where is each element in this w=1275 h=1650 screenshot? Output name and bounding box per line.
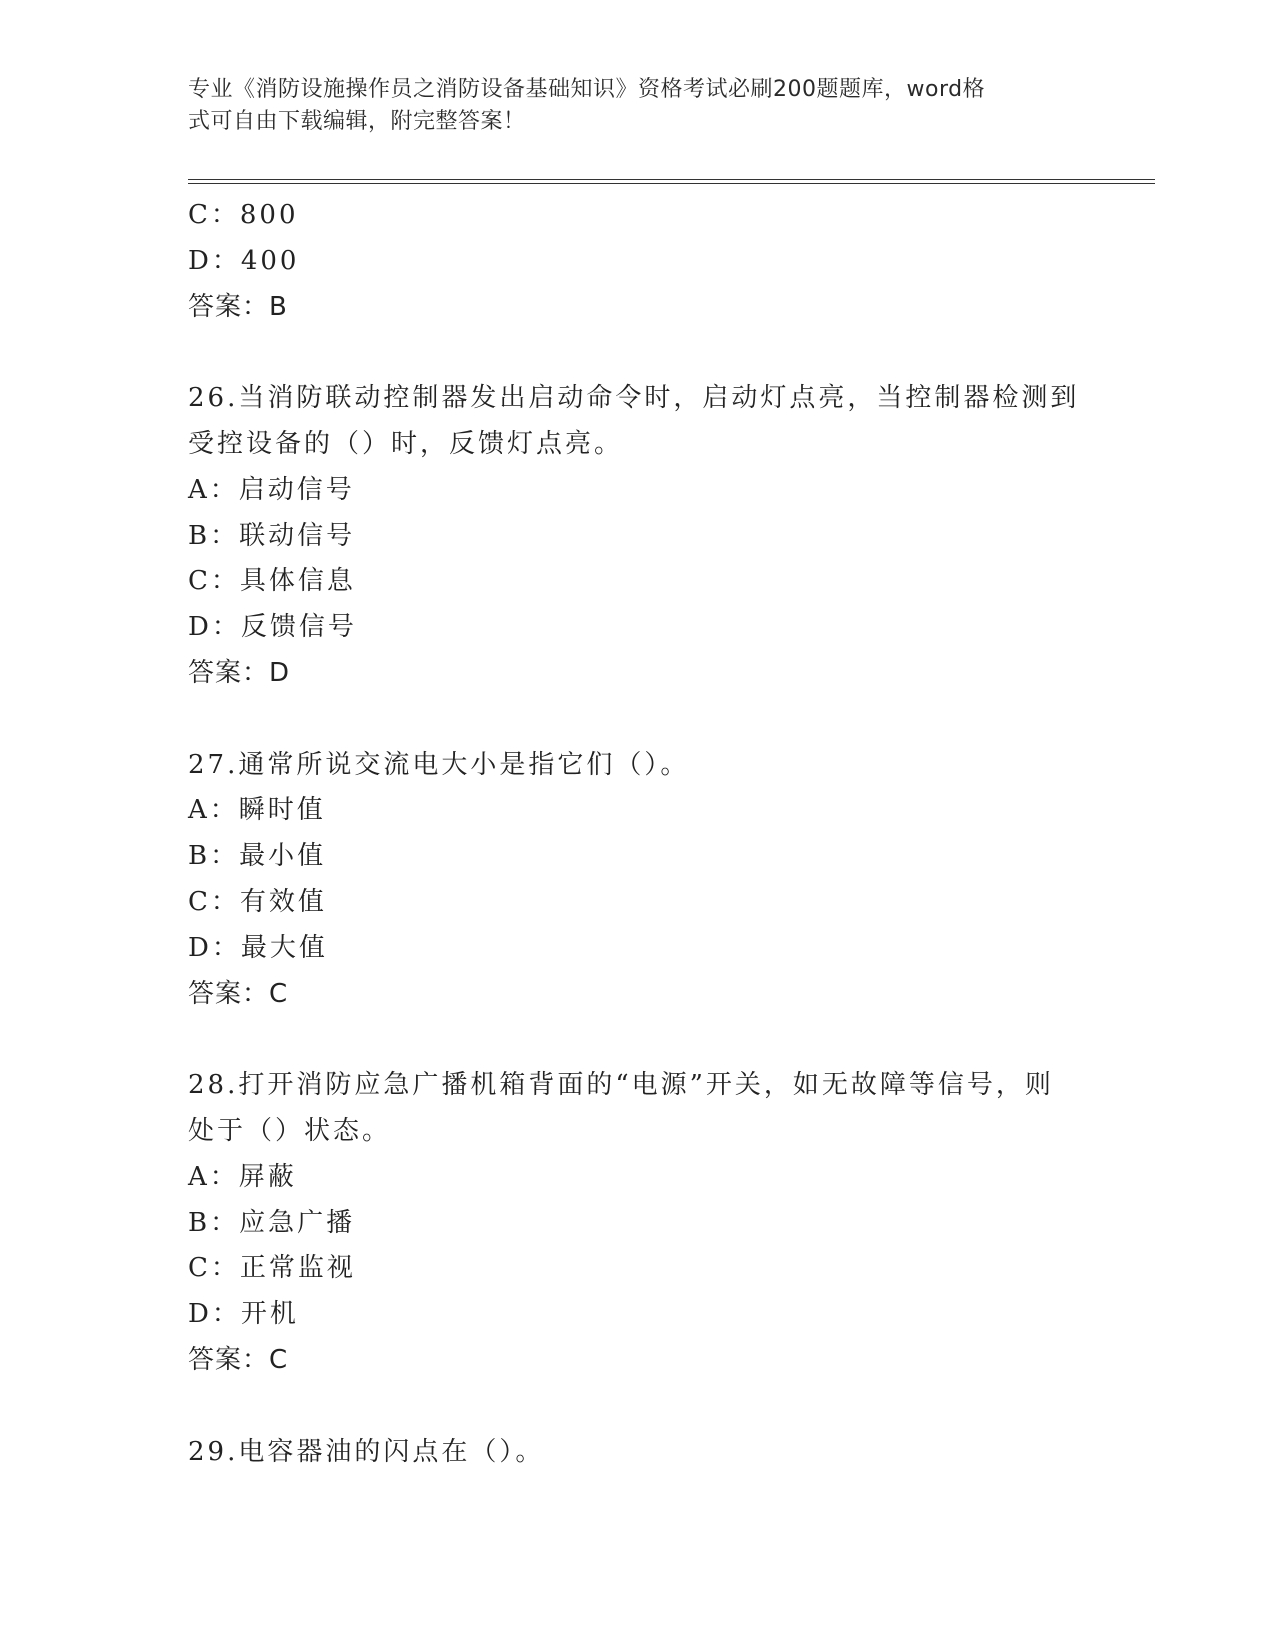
option-b: B：最小值 — [188, 841, 327, 872]
option-c: C：有效值 — [188, 886, 327, 917]
question-27 — [188, 743, 1088, 1018]
question-stem-line: 28.打开消防应急广播机箱背面的“电源”开关，如无故障等信号，则 — [188, 1070, 1054, 1101]
option-d: D：400 — [188, 245, 300, 276]
option-d: D：反馈信号 — [188, 612, 357, 643]
option-c: C：800 — [188, 200, 299, 230]
option-b: B：联动信号 — [188, 520, 356, 551]
question-list — [188, 193, 1088, 1475]
document-header — [188, 74, 1068, 138]
header-rule-bottom — [188, 183, 1155, 184]
question-stem-line: 受控设备的（）时，反馈灯点亮。 — [188, 428, 624, 459]
option-a: A：启动信号 — [188, 474, 355, 505]
question-29 — [188, 1430, 1088, 1476]
answer-line: 答案：B — [188, 291, 288, 322]
option-d: D：开机 — [188, 1299, 299, 1330]
question-28 — [188, 1063, 1088, 1384]
question-25-continuation — [188, 193, 1088, 330]
question-stem-line: 29.电容器油的闪点在（）。 — [188, 1436, 545, 1467]
question-stem-line: 26.当消防联动控制器发出启动命令时，启动灯点亮，当控制器检测到 — [188, 383, 1080, 414]
question-stem-line: 27.通常所说交流电大小是指它们（）。 — [188, 749, 690, 780]
header-line-1: 专业《消防设施操作员之消防设备基础知识》资格考试必刷200题题库，word格 — [188, 77, 986, 102]
option-c: C：正常监视 — [188, 1253, 356, 1284]
question-26 — [188, 376, 1088, 697]
option-a: A：屏蔽 — [188, 1161, 297, 1192]
option-a: A：瞬时值 — [188, 795, 326, 826]
option-c: C：具体信息 — [188, 566, 356, 597]
header-line-2: 式可自由下载编辑，附完整答案！ — [188, 109, 526, 134]
answer-line: 答案：D — [188, 657, 291, 688]
answer-line: 答案：C — [188, 978, 289, 1009]
option-b: B：应急广播 — [188, 1207, 356, 1238]
header-rule-top — [188, 179, 1155, 180]
answer-line: 答案：C — [188, 1344, 289, 1375]
option-d: D：最大值 — [188, 932, 328, 963]
question-stem-line: 处于（）状态。 — [188, 1115, 392, 1146]
